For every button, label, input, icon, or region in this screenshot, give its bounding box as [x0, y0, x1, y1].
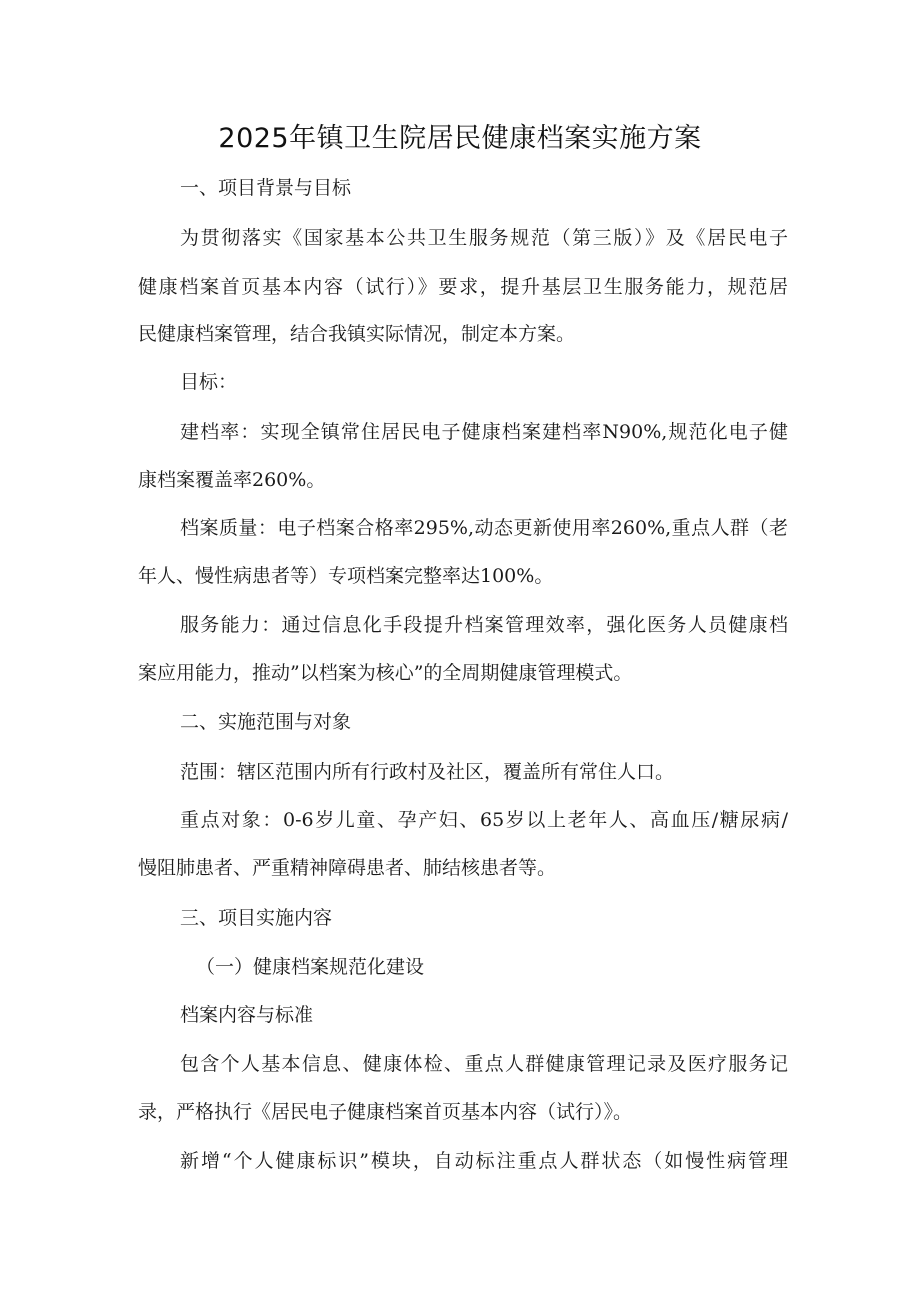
paragraph-line: 健康档案首页基本内容（试行）》要求，提升基层卫生服务能力，规范居 [138, 276, 788, 298]
paragraph-line: 民健康档案管理，结合我镇实际情况，制定本方案。 [138, 323, 576, 345]
paragraph-line: 档案质量：电子档案合格率295%,动态更新使用率260%,重点人群（老 [180, 517, 788, 539]
paragraph-line: 录，严格执行《居民电子健康档案首页基本内容（试行）》。 [138, 1101, 633, 1123]
paragraph-line: 康档案覆盖率260%。 [138, 469, 326, 491]
paragraph-line: 年人、慢性病患者等）专项档案完整率达100%。 [138, 565, 554, 587]
paragraph-line: 服务能力：通过信息化手段提升档案管理效率，强化医务人员健康档 [180, 614, 788, 636]
heading-section-2: 二、实施范围与对象 [180, 711, 352, 733]
heading-section-1: 一、项目背景与目标 [180, 177, 352, 199]
paragraph-line: 包含个人基本信息、健康体检、重点人群健康管理记录及医疗服务记 [180, 1053, 788, 1075]
heading-section-3: 三、项目实施内容 [180, 907, 333, 929]
goals-label: 目标： [180, 371, 238, 393]
paragraph-line: 案应用能力，推动”以档案为核心”的全周期健康管理模式。 [138, 662, 633, 684]
paragraph-line: 建档率：实现全镇常住居民电子健康档案建档率N90%,规范化电子健 [180, 421, 788, 443]
subheading: （一）健康档案规范化建设 [196, 956, 425, 978]
subheading-minor: 档案内容与标准 [180, 1004, 314, 1026]
paragraph-line: 新增“个人健康标识”模块，自动标注重点人群状态（如慢性病管理 [180, 1150, 788, 1172]
paragraph-line: 慢阻肺患者、严重精神障碍患者、肺结核患者等。 [138, 857, 557, 879]
paragraph-line: 重点对象：0-6岁儿童、孕产妇、65岁以上老年人、高血压/糖尿病/ [180, 809, 788, 831]
paragraph-line: 为贯彻落实《国家基本公共卫生服务规范（第三版）》及《居民电子 [180, 227, 788, 249]
document-title: 2025年镇卫生院居民健康档案实施方案 [218, 123, 702, 154]
paragraph-line: 范围：辖区范围内所有行政村及社区，覆盖所有常住人口。 [180, 761, 675, 783]
